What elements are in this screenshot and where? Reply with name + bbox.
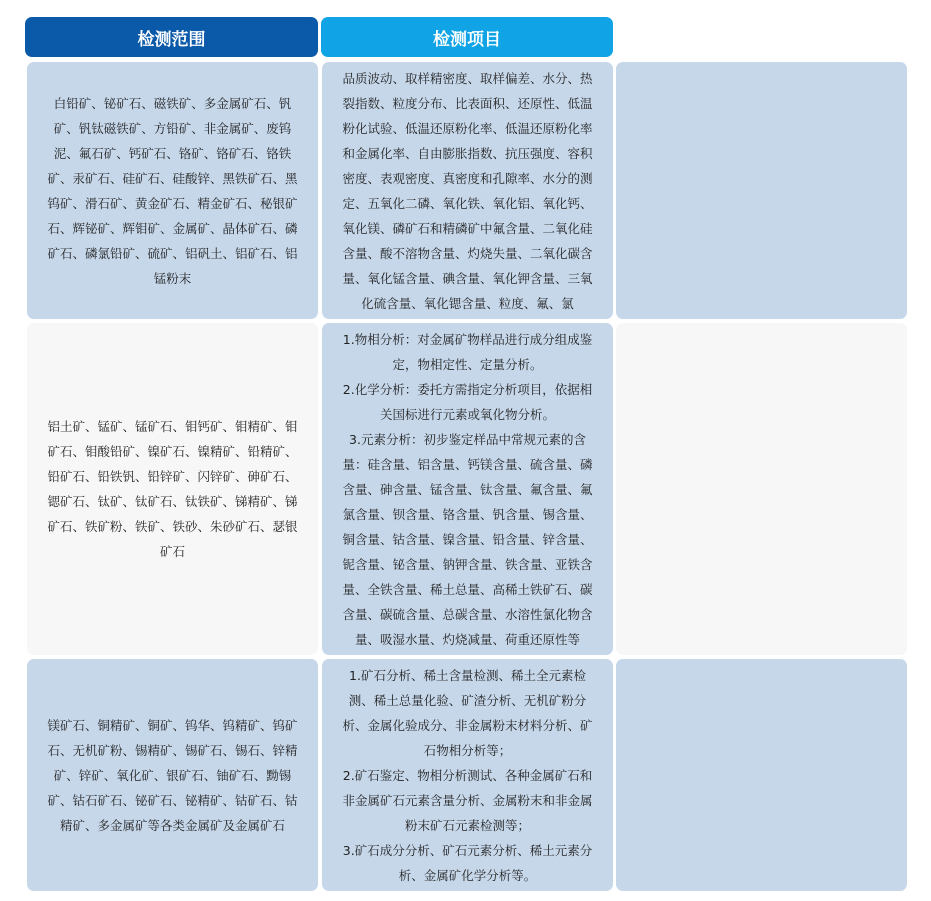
row-3-extra-cell [616,659,907,891]
row-1-items-cell [322,62,613,319]
row-1-items-text: 品质波动、取样精密度、取样偏差、水分、热 裂指数、粒度分布、比表面积、还原性、低温 粉化试验、低温还原粉化率、低温还原粉化率 和金属化率、自由膨胀指数、抗压强度、容积 密度、表观密度、真密度和孔隙率、水分的测 定、五氧化二磷、氧化铁、氧化铝、氧化钙、 氧化镁、磷矿石和精磷矿中氟含量、二氧化硅 含量、酸不溶物含量、灼烧失量、二氧化碳含 量、氧化锰含量、碘含量、氧化钾含量、三氧 化硫含量、氧化锶含量、粒度、氟、氯 [342,70,593,311]
row-2-items-cell [322,323,613,655]
row-2-scope-cell [27,323,318,655]
row-1-scope-cell [27,62,318,319]
row-1-extra-cell [616,62,907,319]
header-scope: 检测范围 [25,17,318,57]
row-2-extra-cell [616,323,907,655]
row-2-items-text: 1.物相分析：对金属矿物样品进行成分组成鉴 定，物相定性、定量分析。 2.化学分析：委托方需指定分析项目，依据相 关国标进行元素或氧化物分析。 3.元素分析：初步鉴定样品中常规元素的含 量：硅含量、铝含量、钙镁含量、硫含量、磷 含量、砷含量、锰含量、钛含量、氟含量、氟 氯含量、钡含量、铬含量、钒含量、锡含量、 铜含量、钴含量、镍含量、铅含量、锌含量、 铌含量、铋含量、钠钾含量、铁含量、亚铁含 量、全铁含量、稀土总量、高稀土铁矿石、碳 含量、碳硫含量、总碳含量、水溶性氯化物含 量、吸湿水量、灼烧减量、荷重还原性等 [342,331,593,647]
row-3-items-text: 1.矿石分析、稀土含量检测、稀土全元素检 测、稀土总量化验、矿渣分析、无机矿粉分 析、金属化验成分、非金属粉末材料分析、矿 石物相分析等； 2.矿石鉴定、物相分析测试、各种金属矿石和 非金属矿石元素含量分析、金属粉末和非金属 粉末矿石元素检测等； 3.矿石成分分析、矿石元素分析、稀土元素分 析、金属矿化学分析等。 [342,667,593,883]
row-3-items-cell [322,659,613,891]
row-3-scope-cell [27,659,318,891]
row-2-scope-text: 铝土矿、锰矿、锰矿石、钼钙矿、钼精矿、钼 矿石、钼酸铅矿、镍矿石、镍精矿、铅精矿、 铅矿石、铅铁钒、铅锌矿、闪锌矿、砷矿石、 锶矿石、钛矿、钛矿石、钛铁矿、锑精矿、锑 矿石、铁矿粉、铁矿、铁砂、朱砂矿石、瑟银 矿石 [47,419,298,559]
row-1-scope-text: 白铅矿、铋矿石、磁铁矿、多金属矿石、钒 矿、钒钛磁铁矿、方铅矿、非金属矿、废钨 泥、氟石矿、钙矿石、铬矿、铬矿石、铬铁 矿、汞矿石、硅矿石、硅酸锌、黑铁矿石、黑 钨矿、滑石矿、黄金矿石、精金矿石、秘银矿 石、辉铋矿、辉钼矿、金属矿、晶体矿石、磷 矿石、磷氯铅矿、硫矿、铝矾土、铝矿石、铝 锰粉末 [47,95,298,286]
row-3-scope-text: 镁矿石、铜精矿、铜矿、钨华、钨精矿、钨矿 石、无机矿粉、锡精矿、锡矿石、锡石、锌精 矿、锌矿、氧化矿、银矿石、铀矿石、黝锡 矿、钴石矿石、铋矿石、铋精矿、钴矿石、钴 精矿、多金属矿等各类金属矿及金属矿石 [47,717,298,833]
header-items: 检测项目 [321,17,613,57]
